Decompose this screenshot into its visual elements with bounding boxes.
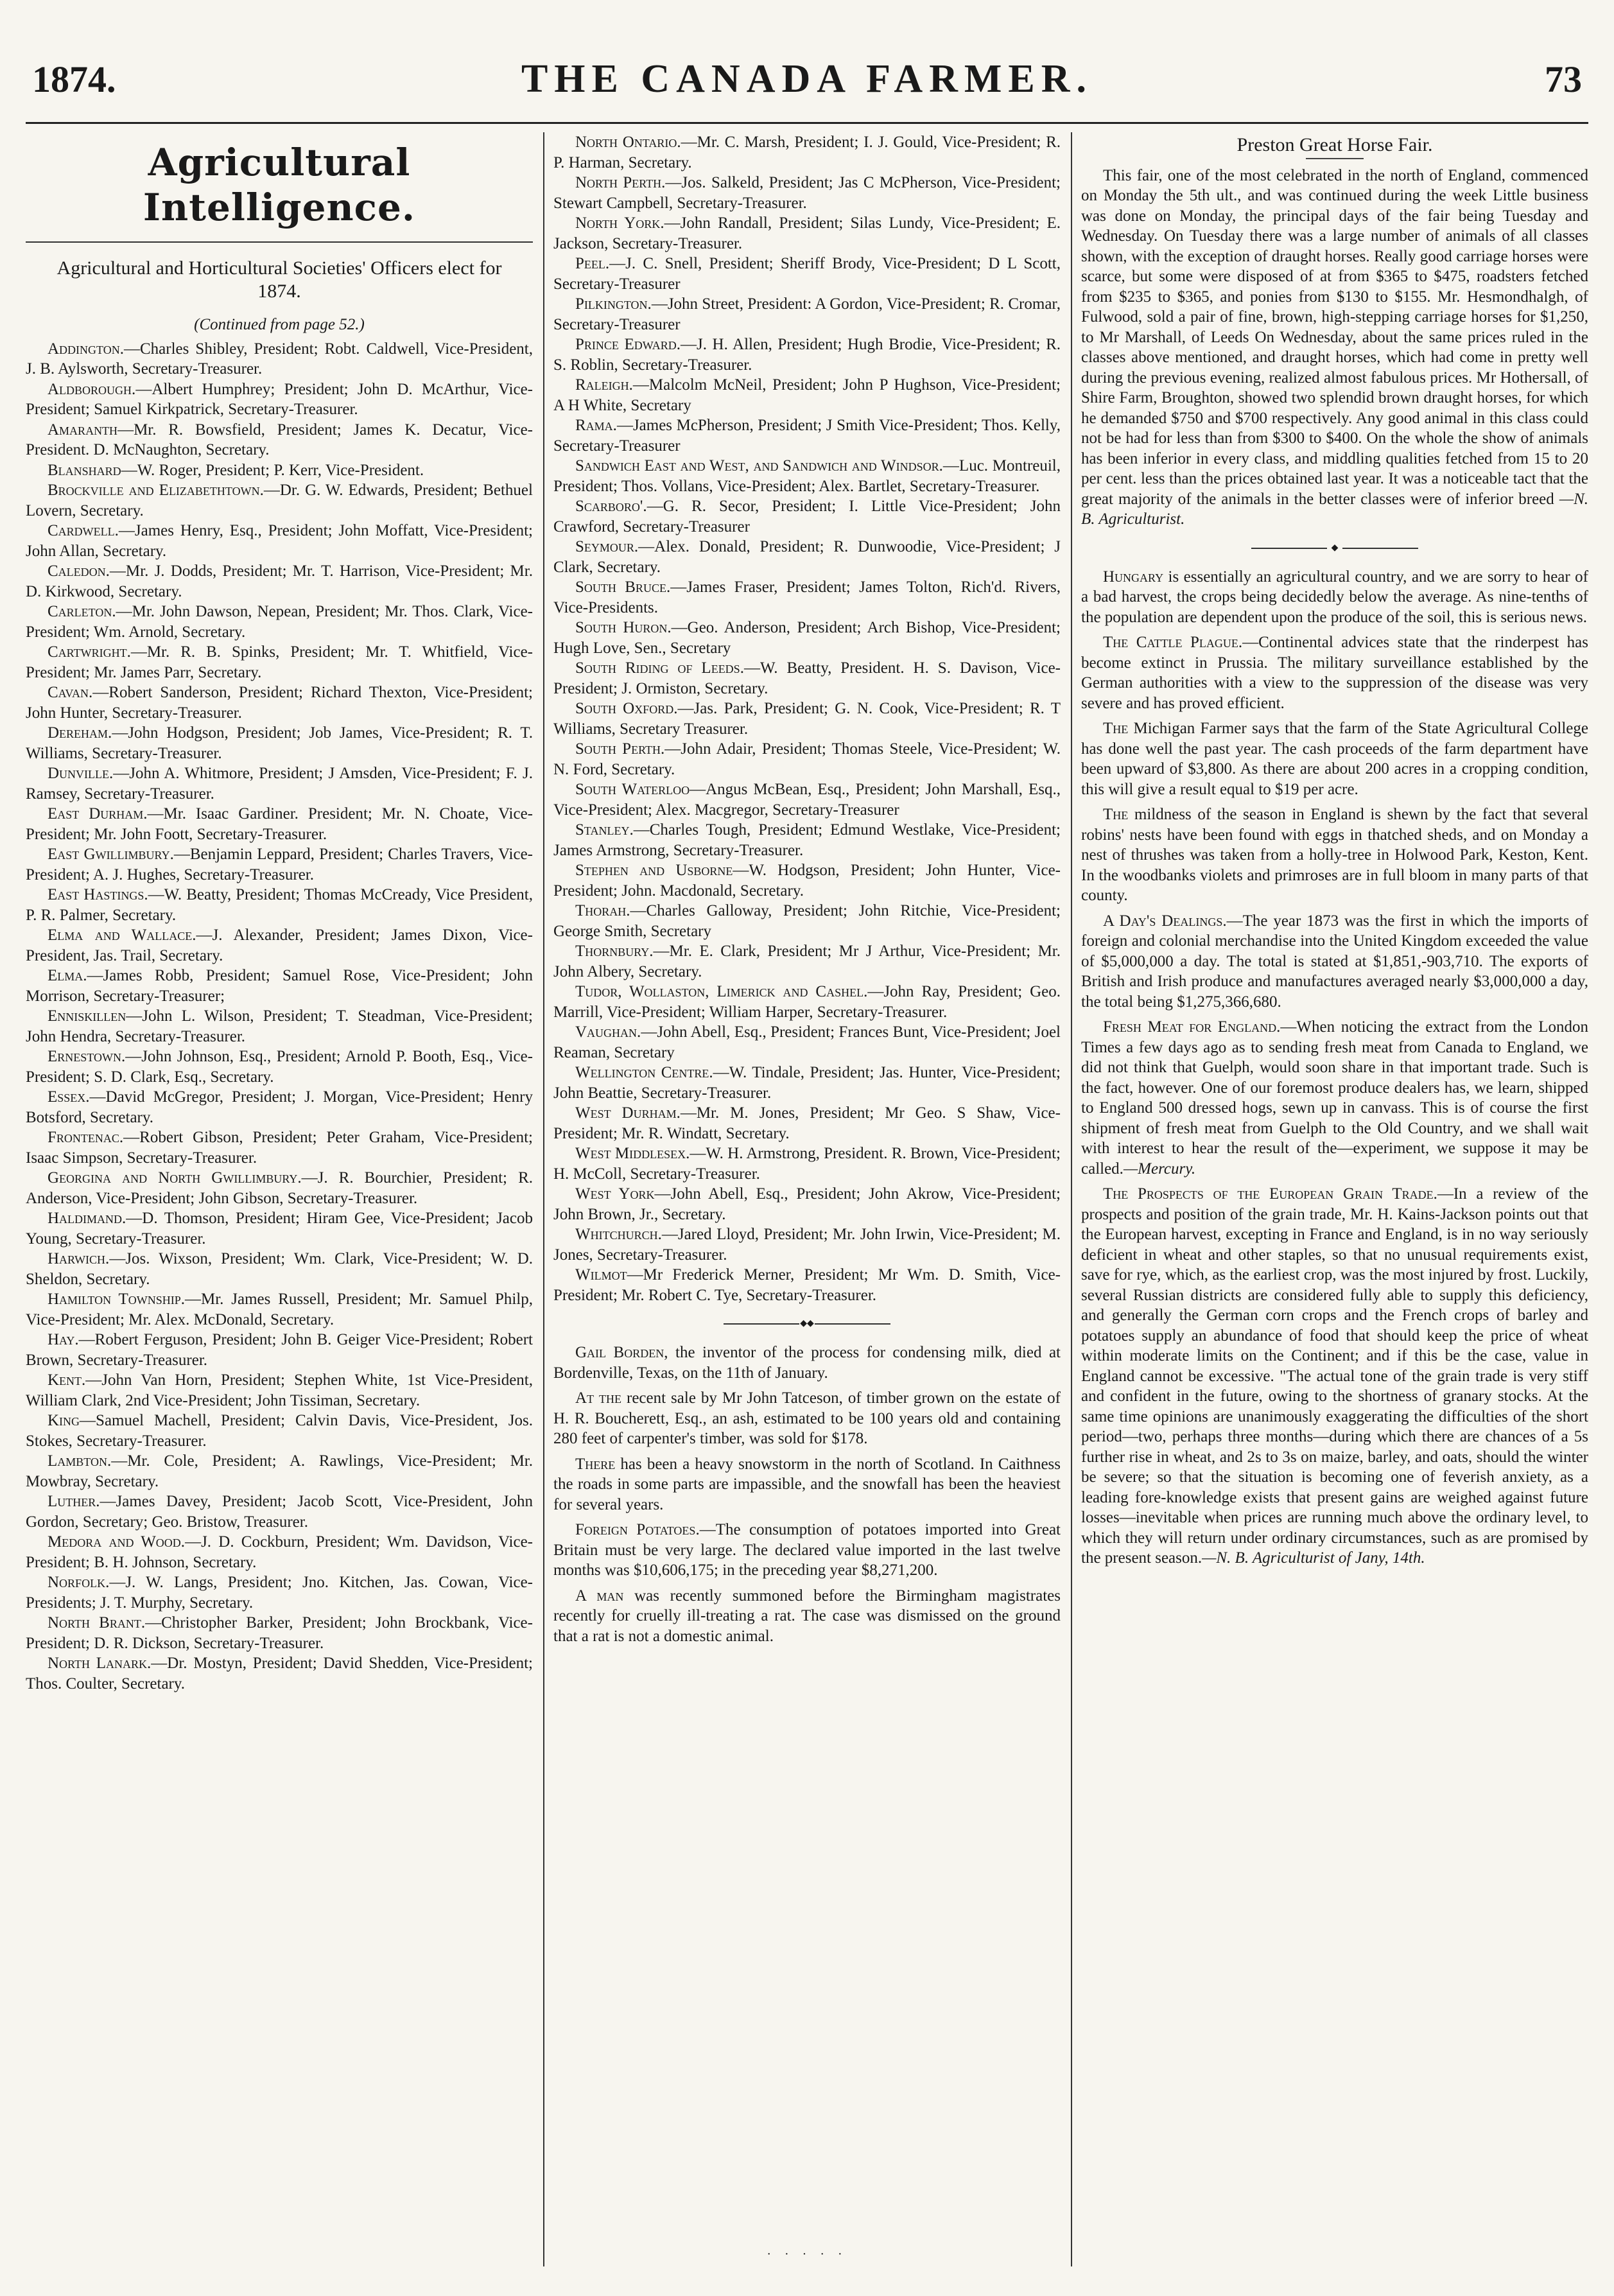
- source-credit: —N. B. Agriculturist of Jany, 14th.: [1202, 1549, 1425, 1567]
- society-officers: —John Hodgson, President; Job James, Vice-President; R. T. Williams, Secretary-Treasurer.: [26, 724, 533, 762]
- society-entry: [553, 860, 1061, 901]
- society-name: South Huron.: [575, 619, 672, 636]
- society-officers: —Mr. M. Jones, President; Mr Geo. S Shaw, Vice-President; Mr. R. Windatt, Secretary.: [553, 1104, 1061, 1142]
- society-name: West York: [575, 1185, 655, 1203]
- society-officers: —Alex. Donald, President; R. Dunwoodie, Vice-President; J Clark, Secretary.: [553, 538, 1061, 576]
- society-name: Brockville and Elizabethtown.: [48, 482, 264, 499]
- society-name: Enniskillen: [48, 1007, 126, 1025]
- newspaper-page: [26, 19, 1588, 2266]
- society-name: South Perth.: [575, 740, 665, 758]
- society-name: Carleton.: [48, 603, 116, 620]
- society-entry: [26, 1370, 533, 1411]
- section-heading: Agricultural Intelligence.: [143, 141, 416, 229]
- society-entry: [26, 420, 533, 460]
- paragraph-text: is essentially an agricultural country, and we are sorry to hear of a bad harvest, the crops being decidedly below the average. As nine-tenths of the population are dependent upon the produce of the soil, this is serious news.: [1081, 568, 1588, 626]
- society-entry: [26, 1047, 533, 1087]
- society-entry: [553, 213, 1061, 254]
- society-entry: [26, 1492, 533, 1532]
- society-officers: —Mr. R. B. Spinks, President; Mr. T. Whitfield, Vice-President; Mr. James Parr, Secretary.: [26, 643, 533, 681]
- society-name: Raleigh.: [575, 376, 633, 394]
- society-name: Lambton.: [48, 1452, 112, 1470]
- society-entry: [26, 1087, 533, 1127]
- society-name: East Gwillimbury.: [48, 846, 174, 863]
- society-officers: —Albert Humphrey; President; John D. McArthur, Vice-President; Samuel Kirkpatrick, Secretary-Treasurer.: [26, 380, 533, 418]
- society-officers: —Jos. Salkeld, President; Jas C McPherson, Vice-President; Stewart Campbell, Secretary-Treasurer.: [553, 174, 1061, 212]
- society-officers: —Jared Lloyd, President; Mr. John Irwin, Vice-President; M. Jones, Secretary-Treasurer.: [553, 1226, 1061, 1264]
- society-entry: [26, 1168, 533, 1208]
- column-2: [553, 132, 1061, 2266]
- news-paragraph: [553, 1520, 1061, 1581]
- ornament-rule: ◆: [1251, 544, 1418, 553]
- society-name: West Middlesex.: [575, 1145, 690, 1162]
- society-entry: [26, 339, 533, 379]
- society-officers: —Jas. Park, President; G. N. Cook, Vice-President; R. T Williams, Secretary Treasurer.: [553, 700, 1061, 738]
- news-paragraph: [553, 1454, 1061, 1515]
- paragraph-text: —The consumption of potatoes imported into Great Britain must be very large. The declared value imported in the last twelve months was $10,606,175; in the preceding year $8,271,200.: [553, 1521, 1061, 1579]
- society-name: Peel.: [575, 255, 610, 272]
- paragraph-text: has been a heavy snowstorm in the north of Scotland. In Caithness the roads in some parts are impassible, and the snowfall has been the heaviest for several years.: [553, 1455, 1061, 1513]
- society-entry: [553, 1103, 1061, 1144]
- society-entry: [553, 375, 1061, 415]
- society-entry: [26, 1289, 533, 1330]
- news-paragraph: [1081, 166, 1588, 530]
- society-officers: —James Fraser, President; James Tolton, Rich'd. Rivers, Vice-Presidents.: [553, 578, 1061, 616]
- society-officers: —Robert Sanderson, President; Richard Thexton, Vice-President; John Hunter, Secretary-Treasurer.: [26, 684, 533, 722]
- society-entry: [553, 173, 1061, 213]
- paragraph-lead: A Day's Dealings.: [1103, 912, 1227, 930]
- paragraph-lead: At the: [575, 1389, 622, 1407]
- paragraph-text: —When noticing the extract from the London Times a few days ago as to sending fresh meat from Canada to England, we did not think that Guelph, would soon share in that important trade. Such is the fact, however. One of our foremost produce dealers has, we learn, shipped to England 500 dressed hogs, sewn up in canvass. This is of course the first shipment of fresh meat from Guelph to the Old Country, and we shall wait with interest to hear the result of the—experiment, we suppose it may be called.: [1081, 1018, 1588, 1178]
- paragraph-text: —Continental advices state that the rinderpest has become extinct in Prussia. The military surveillance established by the German authorities with a view to the suppression of the disease was very severe and has proved efficient.: [1081, 634, 1588, 712]
- society-officers: —James Henry, Esq., President; John Moffatt, Vice-President; John Allan, Secretary.: [26, 522, 533, 560]
- society-name: Kent.: [48, 1371, 86, 1389]
- society-officers: —John A. Whitmore, President; J Amsden, Vice-President; F. J. Ramsey, Secretary-Treasurer.: [26, 765, 533, 803]
- news-items: [1081, 166, 1588, 1569]
- paragraph-lead: Hungary: [1103, 568, 1164, 586]
- society-entry: [26, 521, 533, 561]
- society-name: Thornbury.: [575, 943, 654, 960]
- society-officers: —John Abell, Esq., President; John Akrow, Vice-President; John Brown, Jr., Secretary.: [553, 1185, 1061, 1223]
- society-officers: —Charles Shibley, President; Robt. Caldwell, Vice-President, J. B. Aylsworth, Secretary-Treasurer.: [26, 340, 533, 378]
- paragraph-lead: The Prospects of the European Grain Trade.: [1103, 1185, 1437, 1203]
- society-entry: [553, 294, 1061, 335]
- society-name: East Hastings.: [48, 886, 148, 903]
- society-officers: —J. H. Allen, President; Hugh Brodie, Vice-President; R. S. Roblin, Secretary-Treasurer.: [553, 336, 1061, 374]
- columns: [26, 132, 1588, 2266]
- society-officers: —Benjamin Leppard, President; Charles Travers, Vice-President; A. J. Hughes, Secretary-Treasurer.: [26, 846, 533, 883]
- paragraph-lead: Gail Borden,: [575, 1344, 668, 1361]
- paragraph-text: was recently summoned before the Birmingham magistrates recently for cruelly ill-treating a rat. The case was dismissed on the ground that a rat is not a domestic animal.: [553, 1587, 1061, 1645]
- issue-year: 1874.: [32, 58, 116, 100]
- society-entry: [26, 763, 533, 804]
- society-name: Cavan.: [48, 684, 93, 701]
- society-entry: [553, 132, 1061, 173]
- society-name: Rama.: [575, 417, 617, 434]
- society-entry: [553, 658, 1061, 699]
- society-officers: —Mr. R. Bowsfield, President; James K. Decatur, Vice-President. D. McNaughton, Secretary.: [26, 421, 533, 458]
- society-entry: [26, 480, 533, 521]
- paragraph-text: Michigan Farmer says that the farm of the State Agricultural College has done well the past year. The cash proceeds of the farm department have been upward of $3,800. As there are about 200 acres in a cropping condition, this will give a result equal to $19 per acre.: [1081, 720, 1588, 798]
- society-name: North Brant.: [48, 1614, 146, 1631]
- society-name: Hay.: [48, 1331, 79, 1348]
- society-name: Sandwich East and West, and Sandwich and Windsor.: [575, 457, 943, 474]
- society-officers: —W. Beatty, President; Thomas McCready, Vice President, P. R. Palmer, Secretary.: [26, 886, 533, 924]
- society-officers: —Mr. Cole, President; A. Rawlings, Vice-President; Mr. Mowbray, Secretary.: [26, 1452, 533, 1490]
- paragraph-lead: The: [1103, 806, 1129, 823]
- society-officers: —Dr. G. W. Edwards, President; Bethuel Lovern, Secretary.: [26, 482, 533, 519]
- masthead-rule: [26, 122, 1588, 124]
- society-officers: —James McPherson, President; J Smith Vice-President; Thos. Kelly, Secretary-Treasurer: [553, 417, 1061, 455]
- society-name: North York.: [575, 214, 664, 232]
- society-name: Elma.: [48, 967, 87, 984]
- society-entry: [553, 618, 1061, 658]
- society-entry: [26, 602, 533, 642]
- society-entry: [553, 456, 1061, 496]
- society-entry: [26, 1613, 533, 1653]
- society-entry: [553, 254, 1061, 294]
- column-3: [1081, 132, 1588, 2266]
- society-entry: [553, 941, 1061, 982]
- society-name: Luther.: [48, 1493, 100, 1510]
- society-officers: —Angus McBean, Esq., President; John Marshall, Esq., Vice-President; Alex. Macgregor, Secretary-Treasurer: [553, 781, 1061, 819]
- society-officers: —W. Tindale, President; Jas. Hunter, Vice-President; John Beattie, Secretary-Treasurer.: [553, 1064, 1061, 1102]
- society-officers: —Charles Galloway, President; John Ritchie, Vice-President; George Smith, Secretary: [553, 902, 1061, 940]
- society-entry: [26, 1330, 533, 1370]
- society-entry: [26, 1572, 533, 1613]
- society-entry: [26, 804, 533, 844]
- paragraph-text: —The year 1873 was the first in which the imports of foreign and colonial merchandise into the United Kingdom exceeded the value of $5,000,000 a day. The total is stated at $1,851,-903,710. The exports of British and Irish produce and manufactures averaged nearly $3,000,000 a day, the total being $1,275,366,680.: [1081, 912, 1588, 1011]
- society-officers: —James Robb, President; Samuel Rose, Vice-President; John Morrison, Secretary-Treasurer;: [26, 967, 533, 1005]
- society-name: Hamilton Township.: [48, 1291, 185, 1308]
- society-officers: —Mr. James Russell, President; Mr. Samuel Philp, Vice-President; Mr. Alex. McDonald, Secretary.: [26, 1291, 533, 1328]
- society-officers: —John Street, President: A Gordon, Vice-President; R. Cromar, Secretary-Treasurer: [553, 295, 1061, 333]
- society-name: West Durham.: [575, 1104, 681, 1122]
- society-officers: —D. Thomson, President; Hiram Gee, Vice-President; Jacob Young, Secretary-Treasurer.: [26, 1210, 533, 1248]
- society-officers: —J. R. Bourchier, President; R. Anderson, Vice-President; John Gibson, Secretary-Treasurer.: [26, 1169, 533, 1207]
- news-paragraph: [1081, 1184, 1588, 1569]
- society-entry: [26, 1208, 533, 1249]
- society-entry: [26, 1451, 533, 1492]
- society-officers: —Christopher Barker, President; John Brockbank, Vice-President; D. R. Dickson, Secretary-Treasurer.: [26, 1614, 533, 1652]
- society-entry: [553, 779, 1061, 820]
- source-credit: —N. B. Agriculturist.: [1081, 490, 1588, 528]
- society-name: Dunville.: [48, 765, 114, 782]
- society-entry: [26, 925, 533, 966]
- news-paragraph: [1081, 567, 1588, 628]
- society-officers: —Mr. J. Dodds, President; Mr. T. Harrison, Vice-President; Mr. D. Kirkwood, Secretary.: [26, 562, 533, 600]
- society-officers: —John Ray, President; Geo. Marrill, Vice-President; William Harper, Secretary-Treasurer.: [553, 983, 1061, 1021]
- society-officers: —John Adair, President; Thomas Steele, Vice-President; W. N. Ford, Secretary.: [553, 740, 1061, 778]
- society-entry: [26, 561, 533, 602]
- society-name: Wellington Centre.: [575, 1064, 713, 1081]
- society-name: Caledon.: [48, 562, 110, 580]
- society-name: South Bruce.: [575, 578, 671, 596]
- society-officers: —Mr. E. Clark, President; Mr J Arthur, Vice-President; Mr. John Albery, Secretary.: [553, 943, 1061, 980]
- paper-title: THE CANADA FARMER.: [521, 57, 1093, 101]
- society-list: [26, 339, 533, 1694]
- society-entry: [26, 1532, 533, 1572]
- article-heading: Preston Great Horse Fair.: [1237, 134, 1433, 155]
- society-entry: [553, 739, 1061, 779]
- society-name: Stanley.: [575, 821, 634, 839]
- paragraph-lead: A man: [575, 1587, 624, 1605]
- society-officers: —Mr. John Dawson, Nepean, President; Mr. Thos. Clark, Vice-President; Wm. Arnold, Secretary.: [26, 603, 533, 641]
- society-entry: [553, 699, 1061, 739]
- news-paragraph: [1081, 911, 1588, 1013]
- society-name: South Waterloo: [575, 781, 690, 798]
- society-officers: —Robert Ferguson, President; John B. Geiger Vice-President; Robert Brown, Secretary-Treasurer.: [26, 1331, 533, 1369]
- society-entry: [26, 966, 533, 1006]
- society-entry: [553, 335, 1061, 375]
- society-name: North Lanark.: [48, 1655, 152, 1672]
- society-officers: —John L. Wilson, President; T. Steadman, Vice-President; John Hendra, Secretary-Treasurer.: [26, 1007, 533, 1045]
- society-name: Vaughan.: [575, 1023, 641, 1041]
- society-name: Ernestown.: [48, 1048, 126, 1065]
- society-entry: [553, 901, 1061, 941]
- news-paragraph: [553, 1343, 1061, 1383]
- society-name: Aldborough.: [48, 380, 136, 398]
- society-name: Frontenac.: [48, 1129, 124, 1146]
- news-paragraph: [553, 1586, 1061, 1647]
- society-name: South Riding of Leeds.: [575, 659, 744, 677]
- society-name: Essex.: [48, 1088, 90, 1106]
- society-name: King: [48, 1412, 80, 1429]
- society-entry: [26, 723, 533, 763]
- society-name: Blanshard: [48, 461, 121, 479]
- heading-rule: [1306, 158, 1364, 159]
- news-paragraph: [1081, 804, 1588, 906]
- society-entry: [553, 1265, 1061, 1305]
- society-name: Haldimand.: [48, 1210, 126, 1227]
- news-items: [553, 1343, 1061, 1646]
- news-paragraph: [553, 1388, 1061, 1449]
- paragraph-lead: There: [575, 1455, 616, 1473]
- society-name: Norfolk.: [48, 1574, 110, 1591]
- continued-note: (Continued from page 52.): [194, 316, 365, 333]
- society-officers: —Jos. Wixson, President; Wm. Clark, Vice-President; W. D. Sheldon, Secretary.: [26, 1250, 533, 1288]
- society-name: Cartwright.: [48, 643, 131, 661]
- society-officers: —G. R. Secor, President; I. Little Vice-President; John Crawford, Secretary-Treasurer: [553, 498, 1061, 535]
- society-name: Seymour.: [575, 538, 639, 555]
- society-entry: [553, 1184, 1061, 1224]
- society-name: Thorah.: [575, 902, 630, 919]
- society-name: Amaranth: [48, 421, 118, 439]
- society-name: Pilkington.: [575, 295, 652, 313]
- society-officers: —James Davey, President; Jacob Scott, Vice-President, John Gordon, Secretary; Geo. Bristow, Treasurer.: [26, 1493, 533, 1531]
- paragraph-text: This fair, one of the most celebrated in the north of England, commenced on Monday the 5th ult., and was continued during the week Little business was done on Monday, the principal days of the fair being Tuesday and Wednesday. On Tuesday there was a large number of animals of all classes shown, with the exception of draught horses. Really good carriage horses were scarce, but some were disposed of at from $365 to $475, roadsters fetched from $235 to $365, and ponies from $130 to $155. Mr. Hesmondhalgh, of Fulwood, sold a pair of fine, brown, high-stepping carriage horses for $1,250, to Mr Marshall, of Leeds On Wednesday, about the same prices ruled in the classes above mentioned, and draught horses, which had come in pretty well during the previous evening, realized almost fabulous prices. Mr Hothersall, of Shire Farm, Broughton, showed two splendid brown draught horses, for which he demanded $750 and $700 respectively. Any good animal in this class could not be had for less than from $300 to $400. On the whole the show of animals has been inferior in every class, and middling qualities fetched from 15 to 20 per cent. less than the prices obtained last year. It was a noticeable tact that the great majority of the animals in the better classes were of inferior breed: [1081, 166, 1588, 508]
- column-divider: [1071, 132, 1072, 2266]
- paragraph-text: mildness of the season in England is shewn by the fact that several robins' nests have been found with eggs in thatched sheds, and on Monday a nest of thrushes was taken from a holly-tree in Holwood Park, Keston, Kent. In the woodbanks violets and primroses are in full bloom in many parts of that county.: [1081, 806, 1588, 904]
- society-officers: —Mr. C. Marsh, President; I. J. Gould, Vice-President; R. P. Harman, Secretary.: [553, 134, 1061, 171]
- society-name: Wilmot: [575, 1266, 627, 1283]
- society-entry: [26, 1653, 533, 1694]
- society-officers: —Mr Frederick Merner, President; Mr Wm. D. Smith, Vice-President; Mr. Robert C. Tye, Secretary-Treasurer.: [553, 1266, 1061, 1304]
- society-name: Prince Edward.: [575, 336, 681, 353]
- society-officers: —J. D. Cockburn, President; Wm. Davidson, Vice-President; B. H. Johnson, Secretary.: [26, 1533, 533, 1571]
- paragraph-text: —In a review of the prospects and position of the grain trade, Mr. H. Kains-Jackson points out that the European harvest, excepting in France and England, is in no way seriously deficient in wheat and other staples, so that no unusual requirements exist, save for rye, which, as the earliest crop, was the most injured by frost. Luckily, several Russian districts are considered fully able to supply this deficiency, and generally the German corn crops and the French crops of barley and potatoes supply an abundance of food that should keep the price of wheat within moderate limits on the Continent; and if this be the case, value in England cannot be excessive. "The actual tone of the grain trade is very stiff and confident in the future, owing to the shortness of granary stocks. At the same time opinions are unanimously exaggerating the difficulties of the short period—two, perhaps three months—during which there are chances of a 5s further rise in wheat, and 2s to 3s on maize, barley, and oats, should the winter be severe; so that the situation is becoming one of feverish anxiety, as a leading fore-knowledge exists that present gains are weighed against future losses—inevitable when prices are running much above the ordinary level, to which they will return under ordinary circumstances, such as are promised by the present season.: [1081, 1185, 1588, 1567]
- society-officers: —J. W. Langs, President; Jno. Kitchen, Jas. Cowan, Vice-Presidents; J. T. Murphy, Secretary.: [26, 1574, 533, 1612]
- society-name: Medora and Wood.: [48, 1533, 186, 1551]
- society-officers: —J. C. Snell, President; Sheriff Brody, Vice-President; D L Scott, Secretary-Treasurer: [553, 255, 1061, 293]
- society-name: Elma and Wallace.: [48, 926, 196, 944]
- society-officers: —John Van Horn, President; Stephen White, 1st Vice-President, William Clark, 2nd Vice-President; John Tissiman, Secretary.: [26, 1371, 533, 1409]
- society-entry: [26, 683, 533, 723]
- society-entry: [553, 1144, 1061, 1184]
- society-name: North Perth.: [575, 174, 666, 191]
- society-officers: —Samuel Machell, President; Calvin Davis, Vice-President, Jos. Stokes, Secretary-Treasurer.: [26, 1412, 533, 1450]
- paragraph-lead: The Cattle Plague.: [1103, 634, 1243, 651]
- society-officers: —Dr. Mostyn, President; David Shedden, Vice-President; Thos. Coulter, Secretary.: [26, 1655, 533, 1692]
- society-officers: —Geo. Anderson, President; Arch Bishop, Vice-President; Hugh Love, Sen., Secretary: [553, 619, 1061, 657]
- society-entry: [553, 537, 1061, 577]
- society-entry: [26, 1249, 533, 1289]
- society-entry: [553, 1063, 1061, 1103]
- society-entry: [26, 885, 533, 925]
- footer-ornament: · · · · ·: [767, 2247, 847, 2261]
- society-officers: —Luc. Montreuil, President; Thos. Vollans, Vice-President; Alex. Bartlet, Secretary-Treasurer.: [553, 457, 1061, 495]
- society-officers: —J. Alexander, President; James Dixon, Vice-President, Jas. Trail, Secretary.: [26, 926, 533, 964]
- society-entry: [26, 844, 533, 885]
- society-officers: —John Johnson, Esq., President; Arnold P. Booth, Esq., Vice-President; S. D. Clark, Esq., Secretary.: [26, 1048, 533, 1086]
- society-name: Addington.: [48, 340, 124, 358]
- society-officers: —John Randall, President; Silas Lundy, Vice-President; E. Jackson, Secretary-Treasurer.: [553, 214, 1061, 252]
- society-officers: —Robert Gibson, President; Peter Graham, Vice-President; Isaac Simpson, Secretary-Treasurer.: [26, 1129, 533, 1167]
- society-entry: [553, 496, 1061, 537]
- news-paragraph: [1081, 1017, 1588, 1179]
- society-name: South Oxford.: [575, 700, 678, 717]
- page-number: 73: [1545, 58, 1582, 100]
- society-officers: —Mr. Isaac Gardiner. President; Mr. N. Choate, Vice-President; Mr. John Foott, Secretary-Treasurer.: [26, 805, 533, 843]
- society-officers: —W. H. Armstrong, President. R. Brown, Vice-President; H. McColl, Secretary-Treasurer.: [553, 1145, 1061, 1183]
- society-entry: [26, 1411, 533, 1451]
- society-name: Georgina and North Gwillimbury.: [48, 1169, 302, 1187]
- society-entry: [26, 1006, 533, 1047]
- society-name: East Durham.: [48, 805, 148, 822]
- society-officers: —Charles Tough, President; Edmund Westlake, Vice-President; James Armstrong, Secretary-Treasurer.: [553, 821, 1061, 859]
- society-name: Stephen and Usborne: [575, 862, 733, 879]
- heading-rule: [26, 241, 533, 243]
- society-entry: [553, 1224, 1061, 1265]
- society-name: Harwich.: [48, 1250, 110, 1267]
- society-name: Cardwell.: [48, 522, 119, 539]
- society-officers: —W. Hodgson, President; John Hunter, Vice-President; John. Macdonald, Secretary.: [553, 862, 1061, 900]
- paragraph-text: recent sale by Mr John Tatceson, of timber grown on the estate of H. R. Boucherett, Esq., an ash, estimated to be 100 years old and containing 280 feet of carpenter's timber, was sold for $178.: [553, 1389, 1061, 1447]
- masthead: [26, 19, 1588, 109]
- news-paragraph: [1081, 632, 1588, 713]
- society-entry: [553, 1022, 1061, 1063]
- news-paragraph: [1081, 718, 1588, 799]
- society-officers: —John Abell, Esq., President; Frances Bunt, Vice-President; Joel Reaman, Secretary: [553, 1023, 1061, 1061]
- society-name: Whitchurch.: [575, 1226, 662, 1243]
- society-officers: —Malcolm McNeil, President; John P Hughson, Vice-President; A H White, Secretary: [553, 376, 1061, 414]
- society-entry: [26, 379, 533, 420]
- society-entry: [553, 415, 1061, 456]
- paragraph-lead: Foreign Potatoes.: [575, 1521, 700, 1538]
- column-1: [26, 132, 533, 2266]
- society-entry: [553, 982, 1061, 1022]
- society-entry: [26, 1127, 533, 1168]
- society-name: Tudor, Wollaston, Limerick and Cashel.: [575, 983, 868, 1000]
- society-officers: —W. Beatty, President. H. S. Davison, Vice-President; J. Ormiston, Secretary.: [553, 659, 1061, 697]
- column-divider: [543, 132, 544, 2266]
- society-entry: [26, 642, 533, 683]
- society-name: Dereham.: [48, 724, 112, 742]
- society-name: Scarboro'.: [575, 498, 647, 515]
- paragraph-text: the inventor of the process for condensing milk, died at Bordenville, Texas, on the 11th of January.: [553, 1344, 1061, 1382]
- ornament-rule: ◆◆: [724, 1319, 890, 1328]
- paragraph-lead: Fresh Meat for England.: [1103, 1018, 1281, 1036]
- society-list: [553, 132, 1061, 1305]
- article-subheading: Agricultural and Horticultural Societies' Officers elect for 1874.: [56, 257, 502, 302]
- society-name: North Ontario.: [575, 134, 681, 151]
- source-credit: —Mercury.: [1123, 1160, 1196, 1178]
- paragraph-lead: The: [1103, 720, 1129, 737]
- society-entry: [553, 577, 1061, 618]
- society-entry: [553, 820, 1061, 860]
- society-entry: [26, 460, 533, 481]
- society-officers: —W. Roger, President; P. Kerr, Vice-President.: [121, 461, 424, 479]
- society-officers: —David McGregor, President; J. Morgan, Vice-President; Henry Botsford, Secretary.: [26, 1088, 533, 1126]
